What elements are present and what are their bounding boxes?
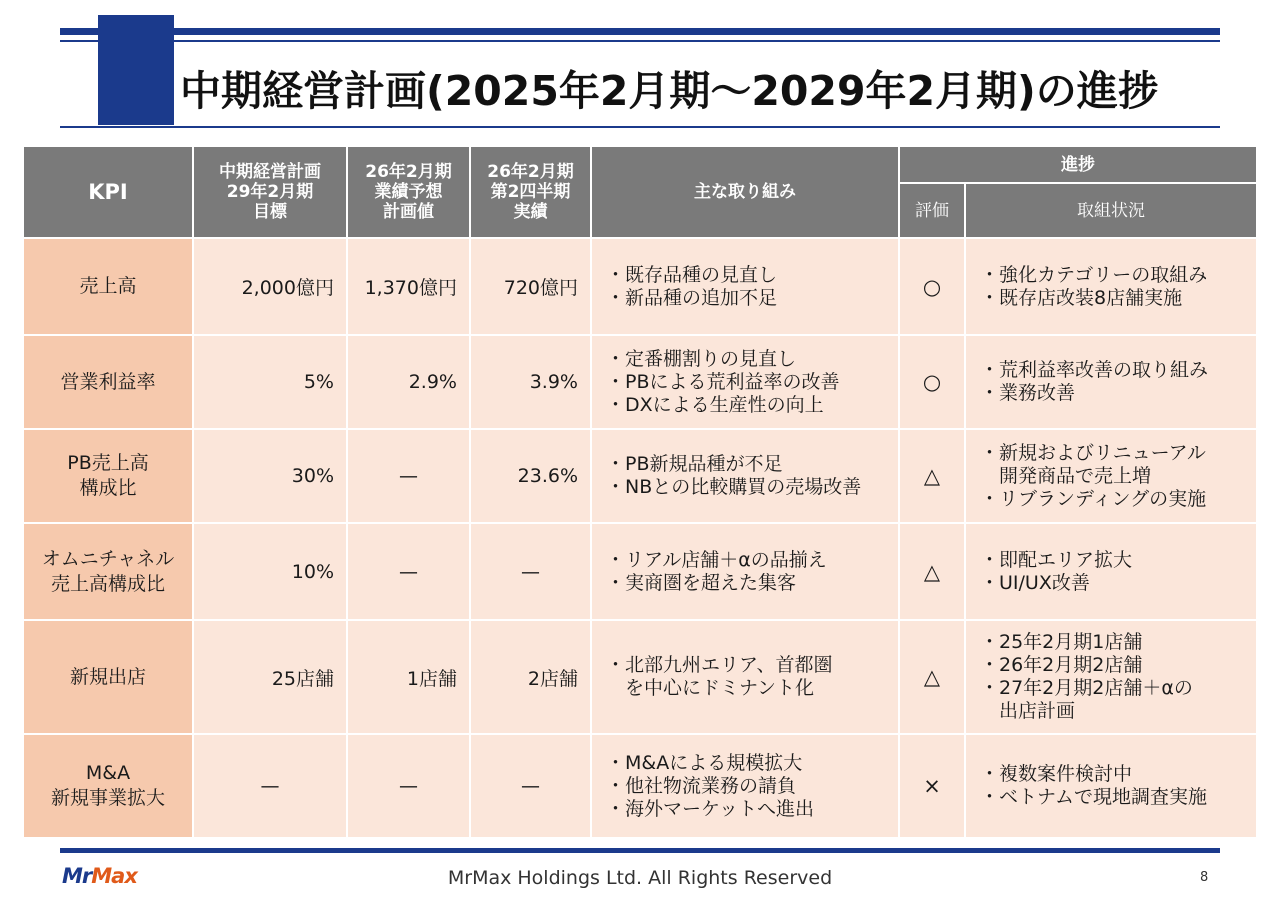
target-value: 30%	[194, 430, 346, 522]
header-forecast-line: 計画値	[383, 202, 434, 222]
kpi-label-line: 売上高	[79, 275, 137, 297]
kpi-label-line: PB売上高	[67, 452, 149, 474]
initiatives-list-line: ・北部九州エリア、首都圏	[606, 654, 833, 676]
actual-value: 2店舗	[471, 621, 590, 733]
kpi-label-line: 営業利益率	[60, 370, 156, 393]
copyright-text: MrMax Holdings Ltd. All Rights Reserved	[447, 867, 833, 889]
header-target-line: 中期経営計画	[219, 162, 321, 182]
initiatives-list	[592, 735, 898, 837]
initiatives-list-line: ・DXによる生産性の向上	[606, 393, 824, 416]
status-list-line: 開発商品で売上増	[980, 464, 1152, 487]
kpi-label	[24, 430, 192, 522]
header-actual	[471, 147, 590, 237]
initiatives-list	[592, 336, 898, 428]
target-value: 2,000億円	[194, 239, 346, 334]
initiatives-list-line: ・NBとの比較購買の売場改善	[606, 476, 862, 498]
actual-value: —	[471, 524, 590, 619]
initiatives-list	[592, 430, 898, 522]
forecast-value: 1,370億円	[348, 239, 469, 334]
header-forecast-line: 業績予想	[374, 182, 443, 202]
target-value: 10%	[194, 524, 346, 619]
status-list-line: ・荒利益率改善の取り組み	[980, 359, 1209, 381]
kpi-label-line: オムニチャネル	[41, 547, 175, 570]
evaluation-mark: ○	[900, 239, 964, 334]
status-list	[966, 239, 1256, 334]
kpi-label	[24, 621, 192, 733]
kpi-label-line: 新規事業拡大	[50, 787, 165, 809]
initiatives-list-line: ・PB新規品種が不足	[606, 453, 783, 475]
status-list-line: ・ベトナムで現地調査実施	[980, 786, 1208, 808]
initiatives-list	[592, 621, 898, 733]
target-value: —	[194, 735, 346, 837]
evaluation-mark: △	[900, 621, 964, 733]
initiatives-list-line: ・リアル店舗＋αの品揃え	[606, 548, 827, 571]
header-progress: 進捗	[900, 147, 1256, 182]
status-list	[966, 524, 1256, 619]
actual-value: —	[471, 735, 590, 837]
actual-value: 3.9%	[471, 336, 590, 428]
header-forecast-line: 26年2月期	[365, 162, 452, 182]
footer-rule	[60, 848, 1220, 853]
header-initiatives: 主な取り組み	[592, 147, 898, 237]
kpi-label	[24, 524, 192, 619]
header-actual-line: 26年2月期	[487, 162, 574, 182]
status-list	[966, 430, 1256, 522]
header-evaluation: 評価	[900, 184, 964, 237]
top-rule-thin	[60, 40, 1220, 42]
header-target	[194, 147, 346, 237]
page-number: 8	[1200, 870, 1209, 885]
target-value: 5%	[194, 336, 346, 428]
status-list-line: ・複数案件検討中	[980, 763, 1133, 785]
initiatives-list-line: ・実商圏を超えた集客	[606, 571, 797, 594]
initiatives-list-line: ・M&Aによる規模拡大	[606, 751, 803, 774]
forecast-value: 2.9%	[348, 336, 469, 428]
page-title: 中期経営計画(2025年2月期〜2029年2月期)の進捗	[180, 67, 1159, 115]
top-rule	[60, 28, 1220, 35]
header-actual-line: 第2四半期	[490, 182, 571, 202]
status-list	[966, 735, 1256, 837]
kpi-label	[24, 239, 192, 334]
initiatives-list-line: ・海外マーケットへ進出	[606, 797, 815, 820]
kpi-label	[24, 735, 192, 837]
kpi-label-line: M&A	[85, 762, 131, 784]
header-target-line: 目標	[253, 202, 287, 222]
initiatives-list-line: ・他社物流業務の請負	[606, 774, 797, 797]
evaluation-mark: ○	[900, 336, 964, 428]
evaluation-mark: ×	[900, 735, 964, 837]
title-accent-block	[98, 15, 174, 125]
status-list	[966, 336, 1256, 428]
status-list-line: 出店計画	[980, 700, 1076, 722]
header-status: 取組状況	[966, 184, 1256, 237]
status-list-line: ・強化カテゴリーの取組み	[980, 263, 1208, 286]
initiatives-list-line: を中心にドミナント化	[606, 677, 815, 699]
evaluation-mark: △	[900, 430, 964, 522]
initiatives-list-line: ・PBによる荒利益率の改善	[606, 370, 840, 393]
header-actual-line: 実績	[513, 202, 548, 222]
header-target-line: 29年2月期	[226, 182, 314, 202]
header-kpi: KPI	[24, 147, 192, 237]
actual-value: 23.6%	[471, 430, 590, 522]
kpi-label-line: 売上高構成比	[50, 572, 165, 595]
status-list-line: ・26年2月期2店舗	[980, 654, 1143, 676]
kpi-label-line: 新規出店	[69, 665, 146, 688]
title-underline	[60, 126, 1220, 128]
status-list-line: ・既存店改装8店舗実施	[980, 286, 1183, 309]
kpi-label-line: 構成比	[79, 477, 137, 499]
initiatives-list-line: ・新品種の追加不足	[606, 286, 778, 309]
status-list-line: ・UI/UX改善	[980, 571, 1090, 594]
forecast-value: 1店舗	[348, 621, 469, 733]
forecast-value: —	[348, 735, 469, 837]
status-list-line: ・27年2月期2店舗＋αの	[980, 677, 1193, 699]
status-list-line: ・新規およびリニューアル	[980, 441, 1206, 464]
header-forecast	[348, 147, 469, 237]
kpi-label	[24, 336, 192, 428]
initiatives-list-line: ・既存品種の見直し	[606, 263, 778, 286]
initiatives-list	[592, 524, 898, 619]
status-list-line: ・リブランディングの実施	[980, 487, 1207, 510]
actual-value: 720億円	[471, 239, 590, 334]
initiatives-list-line: ・定番棚割りの見直し	[606, 347, 797, 370]
status-list-line: ・即配エリア拡大	[980, 548, 1133, 571]
kpi-progress-table	[24, 147, 1256, 837]
target-value: 25店舗	[194, 621, 346, 733]
status-list-line: ・25年2月期1店舗	[980, 631, 1143, 653]
initiatives-list	[592, 239, 898, 334]
status-list	[966, 621, 1256, 733]
forecast-value: —	[348, 524, 469, 619]
evaluation-mark: △	[900, 524, 964, 619]
mrmax-logo: MrMax	[62, 864, 137, 888]
status-list-line: ・業務改善	[980, 382, 1076, 404]
forecast-value: —	[348, 430, 469, 522]
